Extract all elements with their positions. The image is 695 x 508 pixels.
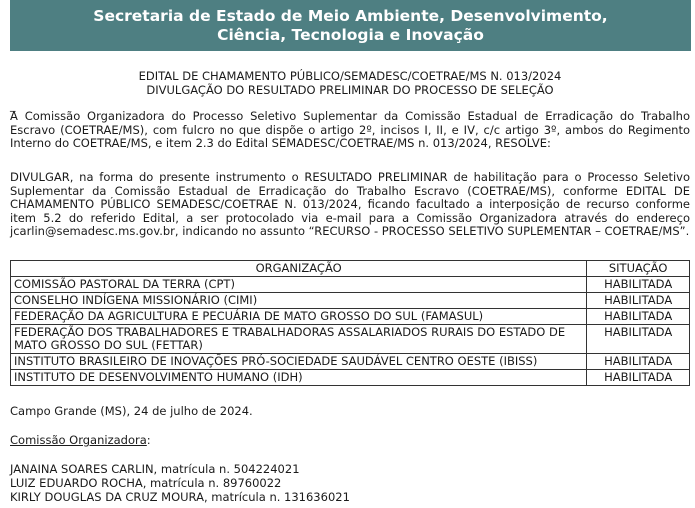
- organization-name: FEDERAÇÃO DOS TRABALHADORES E TRABALHADORAS ASSALARIADOS RURAIS DO ESTADO DE MATO GROSSO DO SUL (FETTAR): [11, 325, 587, 354]
- document-title: EDITAL DE CHAMAMENTO PÚBLICO/SEMADESC/COETRAE/MS N. 013/2024: [138, 69, 562, 83]
- table-row: [11, 354, 690, 370]
- committee-member: LUIZ EDUARDO ROCHA, matrícula n. 89760022: [10, 476, 282, 490]
- status-cell: HABILITADA: [587, 309, 690, 325]
- document-subtitle: DIVULGAÇÃO DO RESULTADO PRELIMINAR DO PROCESSO DE SELEÇÃO: [146, 82, 554, 97]
- status-cell: HABILITADA: [587, 277, 690, 293]
- table-row: [11, 309, 690, 325]
- organization-name: CONSELHO INDÍGENA MISSIONÁRIO (CIMI): [11, 293, 587, 309]
- organizations-table: [10, 260, 690, 386]
- committee-suffix: :: [146, 433, 151, 447]
- column-header-status: SITUAÇÃO: [587, 261, 690, 277]
- organization-name: FEDERAÇÃO DA AGRICULTURA E PECUÁRIA DE MATO GROSSO DO SUL (FAMASUL): [11, 309, 587, 325]
- document-titles: [10, 70, 690, 97]
- table-row: [11, 277, 690, 293]
- status-cell: HABILITADA: [587, 293, 690, 309]
- header-line-2: Ciência, Tecnologia e Inovação: [217, 26, 484, 44]
- status-cell: HABILITADA: [587, 354, 690, 370]
- status-cell: HABILITADA: [587, 370, 690, 386]
- paragraph-divulgar: DIVULGAR, na forma do presente instrumento o RESULTADO PRELIMINAR de habilitação para o Processo Seletivo Suplementar da Comissão Estadual de Erradicação do Trabalho Escravo (COETRAE/MS), conforme EDITAL DE CHAMAMENTO PÚBLICO SEMADESC/COETRAE N. 013/2024, ficando facultado a interposição de recurso conforme item 5.2 do referido Edital, a ser protocolado via e-mail para a Comissão Organizadora através do endereço jcarlin@semadesc.ms.gov.br, indicando no assunto “RECURSO - PROCESSO SELETIVO SUPLEMENTAR – COETRAE/MS”.: [10, 170, 690, 238]
- table-row: [11, 370, 690, 386]
- table-header-row: [11, 261, 690, 277]
- paragraph-resolve: A Comissão Organizadora do Processo Seletivo Suplementar da Comissão Estadual de Erradicação do Trabalho Escravo (COETRAE/MS), com fulcro no que dispõe o artigo 2º, incisos I, II, e IV, c/c artigo 3º, ambos do Regimento Interno do COETRAE/MS, e item 2.3 do Edital SEMADESC/COETRAE/MS n. 013/2024, RESOLVE:: [10, 109, 690, 150]
- committee-heading: [10, 434, 151, 448]
- committee-member: KIRLY DOUGLAS DA CRUZ MOURA, matrícula n. 131636021: [10, 490, 350, 504]
- organization-name: COMISSÃO PASTORAL DA TERRA (CPT): [11, 277, 587, 293]
- header-banner: [10, 0, 691, 51]
- table-row: [11, 325, 690, 354]
- place-and-date: Campo Grande (MS), 24 de julho de 2024.: [10, 404, 253, 418]
- stray-mark: _: [10, 99, 16, 112]
- committee-member: JANAINA SOARES CARLIN, matrícula n. 504224021: [10, 462, 300, 476]
- organization-name: INSTITUTO DE DESENVOLVIMENTO HUMANO (IDH): [11, 370, 587, 386]
- organization-name: INSTITUTO BRASILEIRO DE INOVAÇÕES PRÓ-SOCIEDADE SAUDÁVEL CENTRO OESTE (IBISS): [11, 354, 587, 370]
- column-header-organization: ORGANIZAÇÃO: [11, 261, 587, 277]
- header-line-1: Secretaria de Estado de Meio Ambiente, Desenvolvimento,: [93, 7, 608, 25]
- table-row: [11, 293, 690, 309]
- committee-label: Comissão Organizadora: [10, 433, 147, 447]
- status-cell: HABILITADA: [587, 325, 690, 354]
